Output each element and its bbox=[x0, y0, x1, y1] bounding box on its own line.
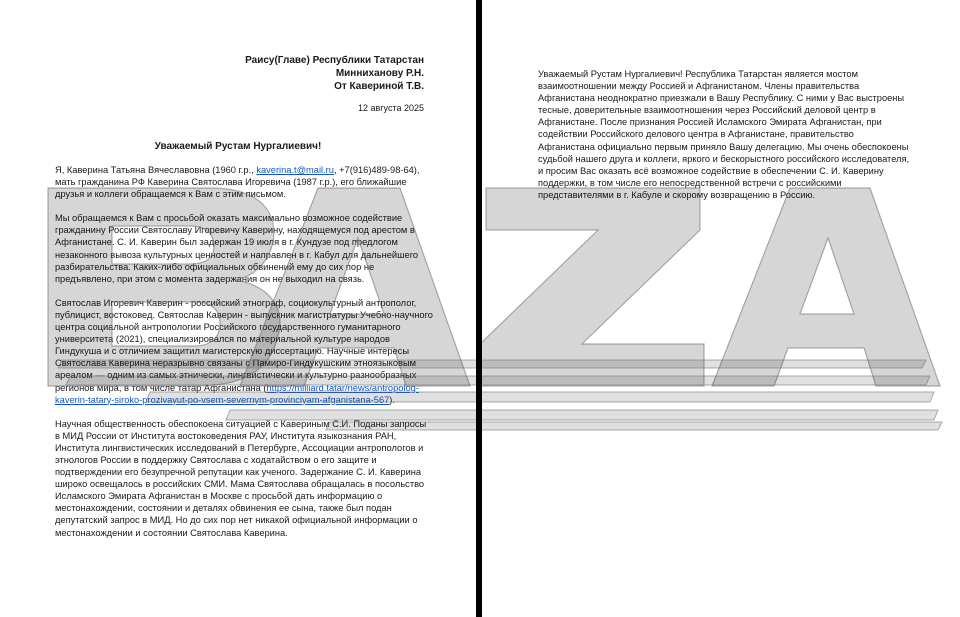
paragraph-intro: Я, Каверина Татьяна Вячеславовна (1960 г.р., kaverina.t@mail.ru, +7(916)489-98-64), мать гражданина РФ Каверина Святослава Игоревича (1987 г.р.), его ближайшие друзья и коллеги обращаемся к Вам с этим письмом. bbox=[55, 165, 420, 200]
recipient-line: От Кавериной Т.В. bbox=[334, 81, 424, 92]
source-link[interactable]: https://milliard.tatar/news/antropolog-kaverin-tatary-siroko-prozivayut-po-vsem-severnym-provinciyam-afganistana-567 bbox=[55, 382, 419, 405]
recipient-line: Минниханову Р.Н. bbox=[335, 68, 424, 79]
paragraph-request: Мы обращаемся к Вам с просьбой оказать максимально возможное содействие гражданину России Святославу Игоревичу Каверину, находящемуся под арестом в Афганистане. С. И. Каверин был задержан 19 июля в г. Кундузе под предлогом незаконного вывоза культурных ценностей и направлен в г. Кабул для дальнейшего разбирательства. Каких-либо официальных обвинений ему до сих пор не предъявлено, при этом с момента задержания он не выходил на связь. bbox=[55, 213, 419, 284]
letter-date: 12 августа 2025 bbox=[357, 103, 424, 113]
paragraph-community: Научная общественность обеспокоена ситуацией с Кавериным С.И. Поданы запросы в МИД России от Института востоковедения РАУ, Института языкознания РАН, Института лингвистических исследований в Петербурге, Ассоциации антропологов и этнологов России в поддержку Святослава с ходатайством о его защите и подтверждении его безупречной репутации как ученого. Задержание С. И. Каверина широко освещалось в российских СМИ. Мама Святослава обращалась в посольство Исламского Эмирата Афганистан в Москве с просьбой дать информацию о местонахождении, состоянии и деталях обвинения ее сына, также был подан депутатский запрос в МИД. Но до сих пор нет никакой официальной информации о местонахождении и состоянии Святослава Каверина. bbox=[55, 418, 427, 538]
recipient-line: Раису(Главе) Республики Татарстан bbox=[245, 55, 424, 66]
paragraph-biography: Святослав Игоревич Каверин - российский этнограф, социокультурный антрополог, публицист, востоковед. Святослав Каверин - выпускник магистратуры Учебно-научного центра социальной антропологии Российского государственного гуманитарного университета (2021), специализировался по материальной культуре народов Гиндукуша и с отличием защитил магистерскую диссертацию. Научные интересы Святослава Каверина неразрывно связаны с Памиро-Гиндукушским этноязыковым ареалом — одним из самых этнически, лингвистически и культурно разнообразных регионов мира, в том числе татар Афганистана (https://milliard.tatar/news/antropolog-kaverin-tatary-siroko-prozivayut-po-vsem-severnym-provinciyam-afganistana-567). bbox=[55, 297, 433, 405]
salutation: Уважаемый Рустам Нургалиевич! bbox=[154, 141, 322, 152]
email-link[interactable]: kaverina.t@mail.ru bbox=[256, 165, 334, 175]
paragraph-appeal: Уважаемый Рустам Нургалиевич! Республика Татарстан является мостом взаимоотношении между Россией и Афганистаном. Члены правительства Афганистана неоднократно приезжали в Вашу Республику. С ними у Вас выстроены тесные, доверительные взаимоотношения через Российский деловой центр в Афганистане. После признания Россией Исламского Эмирата Афганистан, при содействии Российского делового центра в Афганистане, правительство Афганистана официально первым приняло Вашу делегацию. Мы очень обеспокоены судьбой нашего друга и коллеги, яркого и бескорыстного российского исследователя, и просим Вас оказать всё возможное содействие в обеспечении С. И. Каверину поддержки, в том числе его непосредственной встречи с российскими представителями в г. Кабуле и скорому возвращению в Россию. bbox=[538, 69, 910, 200]
recipient-block bbox=[245, 54, 424, 93]
letter-body-left bbox=[55, 164, 433, 551]
letter-body-right bbox=[538, 68, 910, 213]
letter-page-left bbox=[0, 0, 476, 617]
